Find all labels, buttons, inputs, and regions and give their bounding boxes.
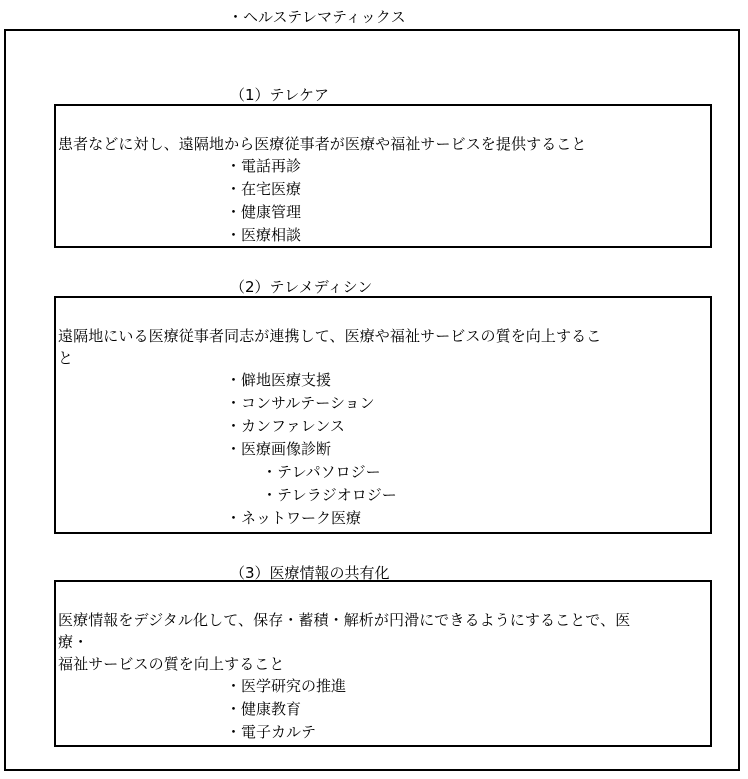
list-item: ・医療画像診断	[226, 440, 332, 458]
item-list	[58, 155, 708, 247]
description-line: 遠隔地にいる医療従事者同志が連携して、医療や福祉サービスの質を向上するこ	[58, 327, 602, 345]
section-box-telecare	[54, 104, 712, 248]
description-line: 患者などに対し、遠隔地から医療従事者が医療や福祉サービスを提供すること	[58, 135, 587, 153]
list-item: ・医療相談	[226, 226, 302, 244]
section-description	[58, 106, 708, 155]
item-list	[58, 675, 708, 744]
list-item: ・健康管理	[226, 203, 302, 221]
description-line: と	[58, 349, 74, 367]
list-item: ・僻地医療支援	[226, 371, 332, 389]
list-item: ・健康教育	[226, 700, 302, 718]
list-item: ・テレラジオロジー	[262, 486, 397, 504]
list-item: ・カンファレンス	[226, 417, 345, 435]
section-box-telemedicine	[54, 296, 712, 534]
section-description	[58, 298, 708, 369]
list-item: ・ネットワーク医療	[226, 509, 362, 527]
list-item: ・テレパソロジー	[262, 463, 381, 481]
section-heading-telecare: （1）テレケア	[230, 86, 329, 104]
description-line: 福祉サービスの質を向上すること	[58, 655, 285, 673]
description-line: 医療情報をデジタル化して、保存・蓄積・解析が円滑にできるようにすることで、医	[58, 611, 631, 629]
list-item: ・在宅医療	[226, 180, 302, 198]
section-heading-telemedicine: （2）テレメディシン	[230, 278, 373, 296]
section-heading-info-sharing: （3）医療情報の共有化	[230, 564, 390, 582]
item-list	[58, 369, 708, 530]
description-line: 療・	[58, 633, 89, 651]
list-item: ・電子カルテ	[226, 723, 317, 741]
list-item: ・コンサルテーション	[226, 394, 375, 412]
list-item: ・医学研究の推進	[226, 677, 347, 695]
list-item: ・電話再診	[226, 157, 302, 175]
section-description	[58, 582, 708, 675]
diagram-title: ・ヘルステレマティックス	[228, 8, 406, 26]
section-box-info-sharing	[54, 580, 712, 747]
